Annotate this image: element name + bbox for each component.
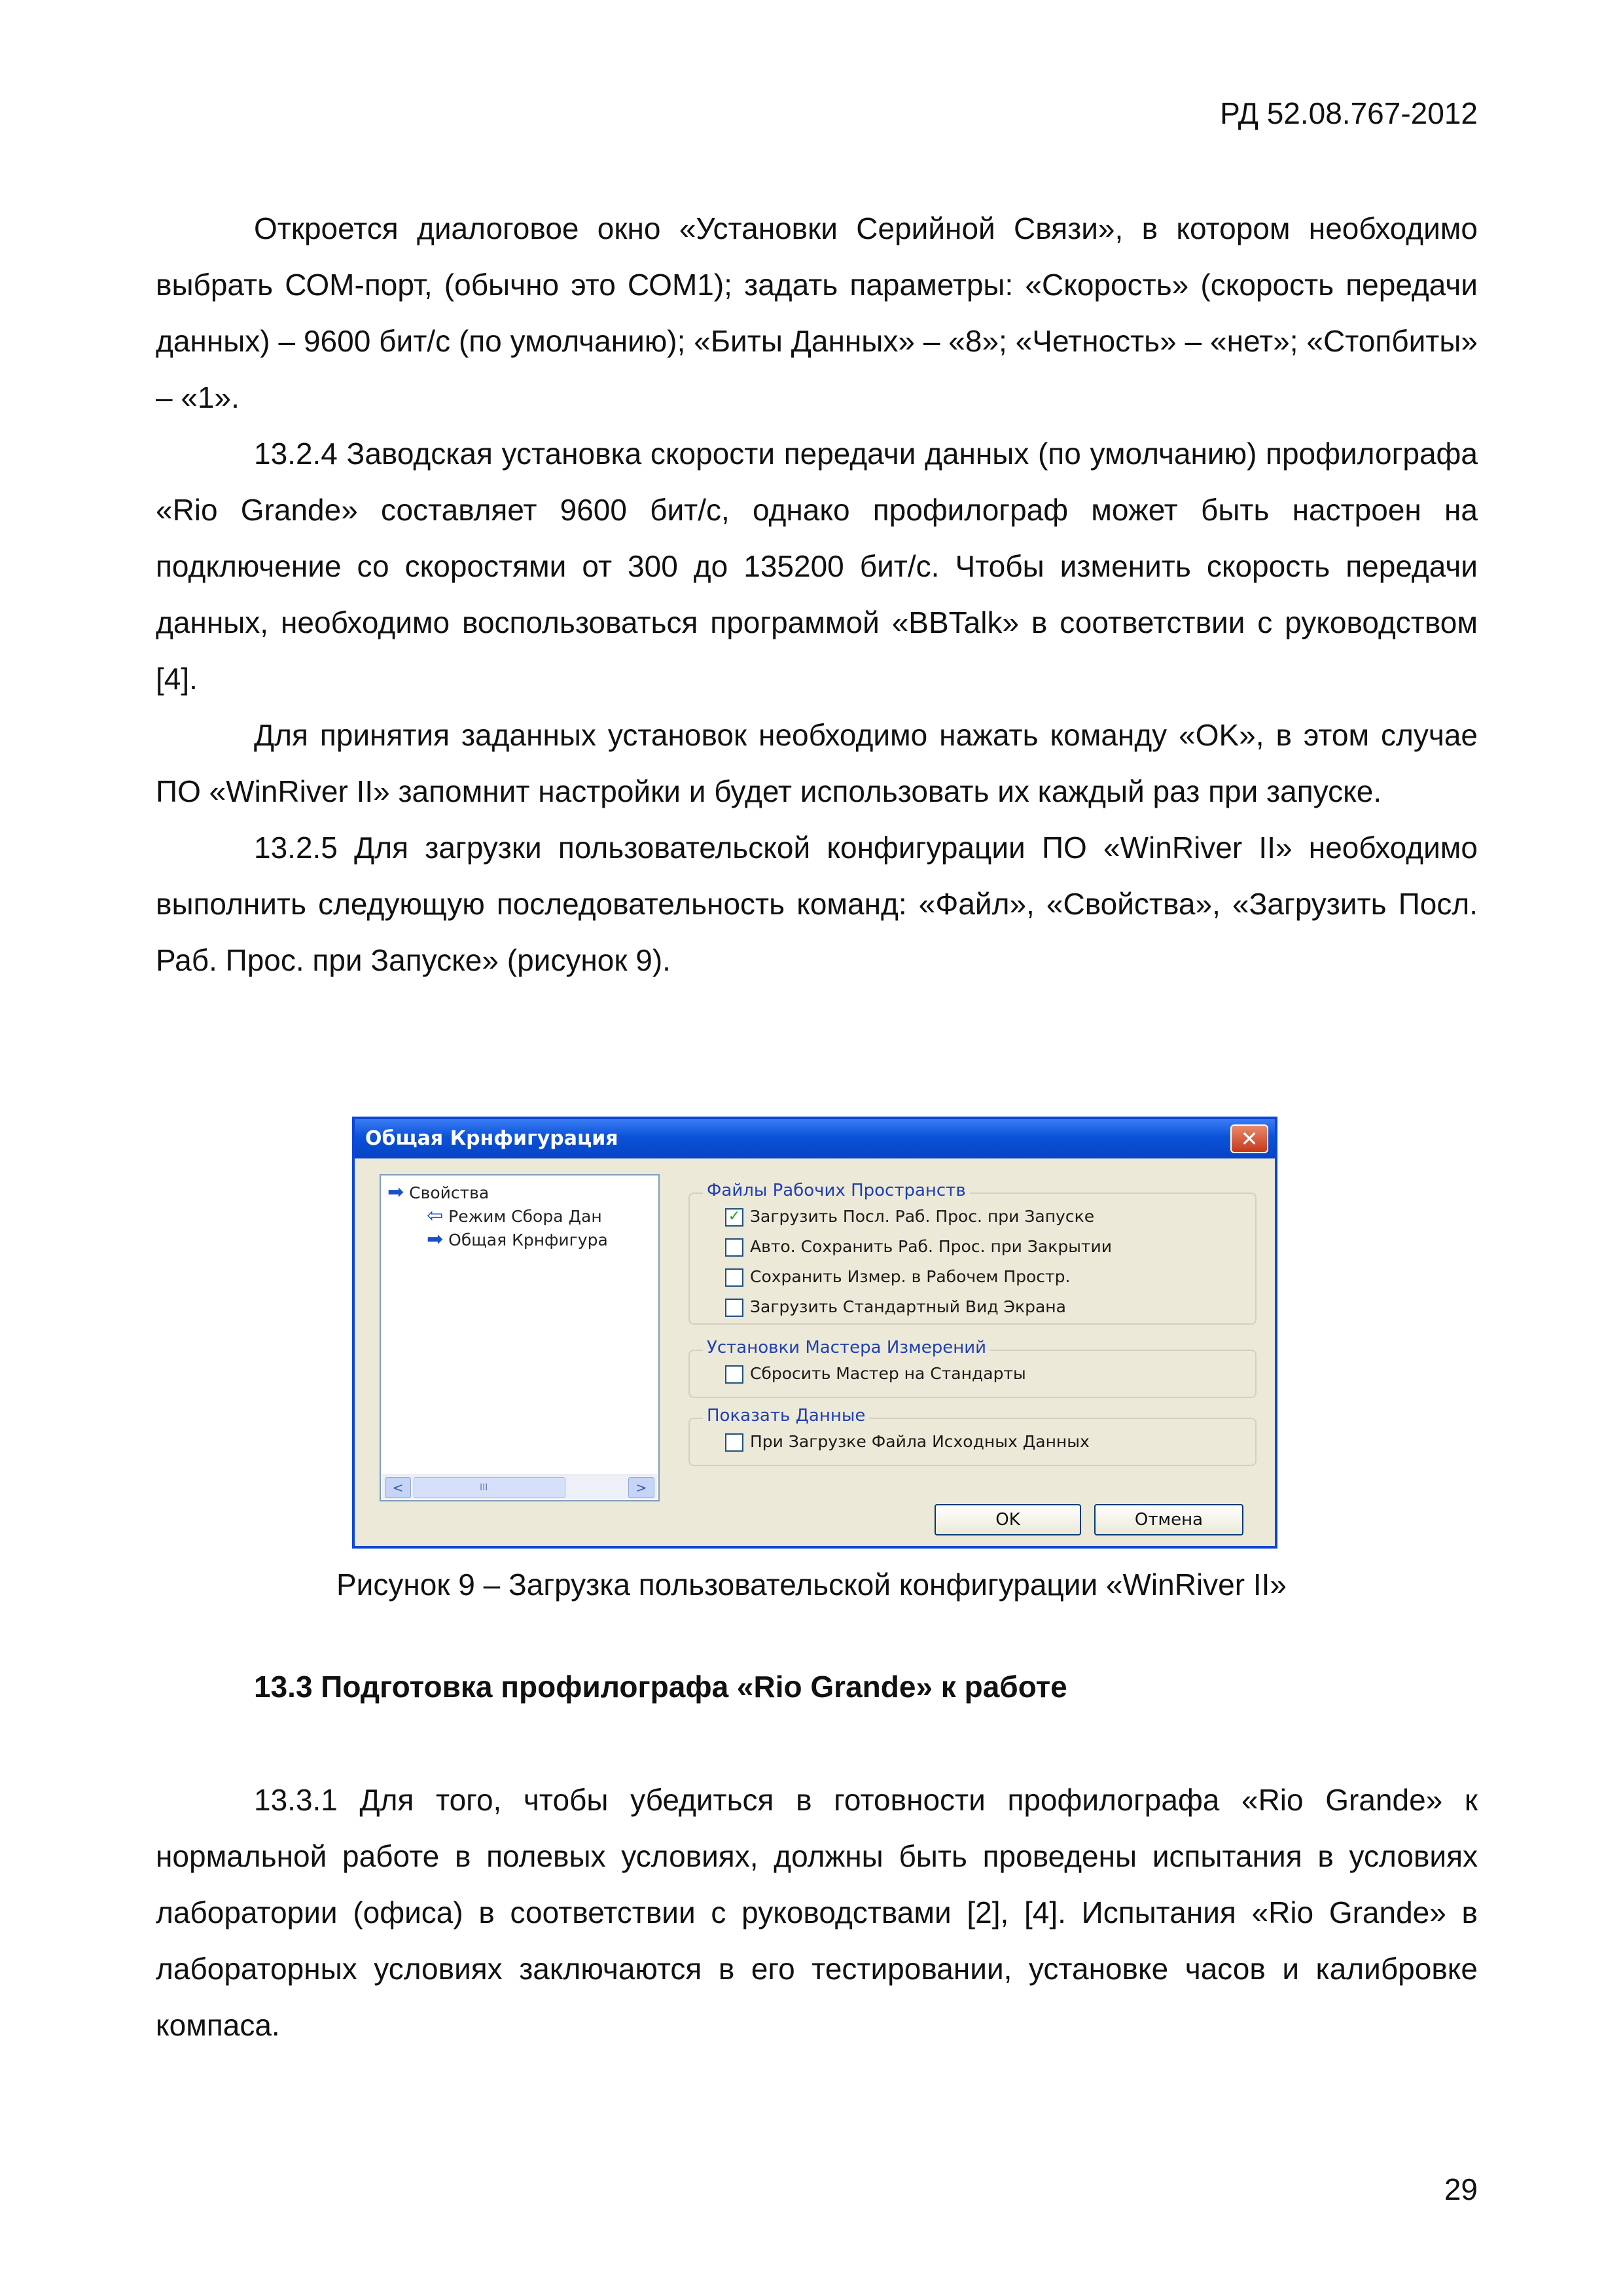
paragraph-13-2-5: 13.2.5 Для загрузки пользовательской конфигурации ПО «WinRiver II» необходимо выполнить следующую последовательность команд: «Файл», «Свойства», «Загрузить Посл. Раб. Прос. при Запуске» (рисунок 9). [156, 831, 1478, 977]
tree-child-label: Общая Крнфигура [448, 1230, 608, 1249]
arrow-left-icon: ⇦ [427, 1204, 444, 1227]
body-text-bottom [156, 1772, 1478, 2053]
checkbox[interactable] [725, 1433, 743, 1452]
option-autosave-workspace[interactable] [725, 1237, 1112, 1257]
option-load-last-workspace[interactable] [725, 1207, 1094, 1227]
tree-item-acquisition[interactable] [427, 1204, 657, 1227]
option-save-measurements[interactable] [725, 1267, 1070, 1287]
horizontal-scrollbar[interactable] [382, 1475, 657, 1499]
body-text-top [156, 200, 1478, 988]
section-heading: 13.3 Подготовка профилографа «Rio Grande» к работе [254, 1670, 1067, 1704]
group-workspace-files [688, 1181, 1257, 1325]
arrow-right-icon: ➡ [387, 1181, 404, 1204]
close-button[interactable]: ✕ [1230, 1124, 1268, 1153]
option-label: При Загрузке Файла Исходных Данных [750, 1432, 1090, 1451]
figure-caption: Рисунок 9 – Загрузка пользовательской конфигурации «WinRiver II» [336, 1568, 1287, 1602]
checkbox[interactable] [725, 1365, 743, 1384]
checkbox[interactable] [725, 1238, 743, 1257]
checkbox[interactable]: ✓ [725, 1208, 743, 1227]
document-code: РД 52.08.767-2012 [1220, 96, 1478, 130]
settings-tree[interactable] [380, 1174, 660, 1501]
scroll-thumb[interactable] [414, 1477, 565, 1498]
option-reset-wizard[interactable] [725, 1364, 1026, 1384]
tree-child-label: Режим Сбора Дан [448, 1207, 602, 1226]
scroll-right-button[interactable]: > [628, 1477, 654, 1498]
group-title: Показать Данные [703, 1406, 869, 1426]
paragraph-13-2-4: 13.2.4 Заводская установка скорости передачи данных (по умолчанию) профилографа «Rio Grande» составляет 9600 бит/с, однако профилограф может быть настроен на подключение со скоростями от 300 до 135200 бит/с. Чтобы изменить скорость передачи данных, необходимо воспользоваться программой «BBTalk» в соответствии с руководством [4]. [156, 437, 1478, 696]
grip-icon: III [480, 1482, 488, 1493]
option-label: Сохранить Измер. в Рабочем Простр. [750, 1267, 1071, 1286]
option-on-raw-load[interactable] [725, 1432, 1090, 1452]
option-label: Авто. Сохранить Раб. Прос. при Закрытии [750, 1237, 1112, 1256]
checkbox[interactable] [725, 1268, 743, 1287]
dialog-title: Общая Крнфигурация [355, 1119, 1275, 1158]
paragraph-ok-note: Для принятия заданных установок необходимо нажать команду «OK», в этом случае ПО «WinRiver II» запомнит настройки и будет использовать их каждый раз при запуске. [156, 718, 1478, 808]
page-number: 29 [1444, 2172, 1478, 2206]
tree-root-label: Свойства [409, 1183, 490, 1202]
option-label: Сбросить Мастер на Стандарты [750, 1364, 1026, 1383]
group-title: Файлы Рабочих Пространств [703, 1181, 970, 1200]
option-load-default-view[interactable] [725, 1297, 1066, 1317]
arrow-right-icon: ➡ [427, 1228, 444, 1251]
group-wizard-settings [688, 1338, 1257, 1398]
option-label: Загрузить Посл. Раб. Прос. при Запуске [750, 1207, 1095, 1226]
group-title: Установки Мастера Измерений [703, 1338, 990, 1357]
paragraph-dialog-intro: Откроется диалоговое окно «Установки Серийной Связи», в котором необходимо выбрать СОМ-порт, (обычно это СОМ1); задать параметры: «Скорость» (скорость передачи данных) – 9600 бит/с (по умолчанию); «Биты Данных» – «8»; «Четность» – «нет»; «Стопбиты» – «1». [156, 211, 1478, 414]
group-show-data [688, 1406, 1257, 1466]
option-label: Загрузить Стандартный Вид Экрана [750, 1297, 1066, 1316]
cancel-button[interactable]: Отмена [1094, 1504, 1243, 1535]
config-dialog [352, 1117, 1277, 1549]
checkbox[interactable] [725, 1299, 743, 1317]
ok-button[interactable]: OK [935, 1504, 1081, 1535]
tree-item-root[interactable] [387, 1181, 489, 1204]
scroll-left-button[interactable]: < [385, 1477, 411, 1498]
tree-item-general-config[interactable] [427, 1228, 657, 1251]
paragraph-13-3-1: 13.3.1 Для того, чтобы убедиться в готовности профилографа «Rio Grande» к нормальной работе в полевых условиях, должны быть проведены испытания в условиях лаборатории (офиса) в соответствии с руководствами [2], [4]. Испытания «Rio Grande» в лабораторных условиях заключаются в его тестировании, установке часов и калибровке компаса. [156, 1783, 1478, 2042]
